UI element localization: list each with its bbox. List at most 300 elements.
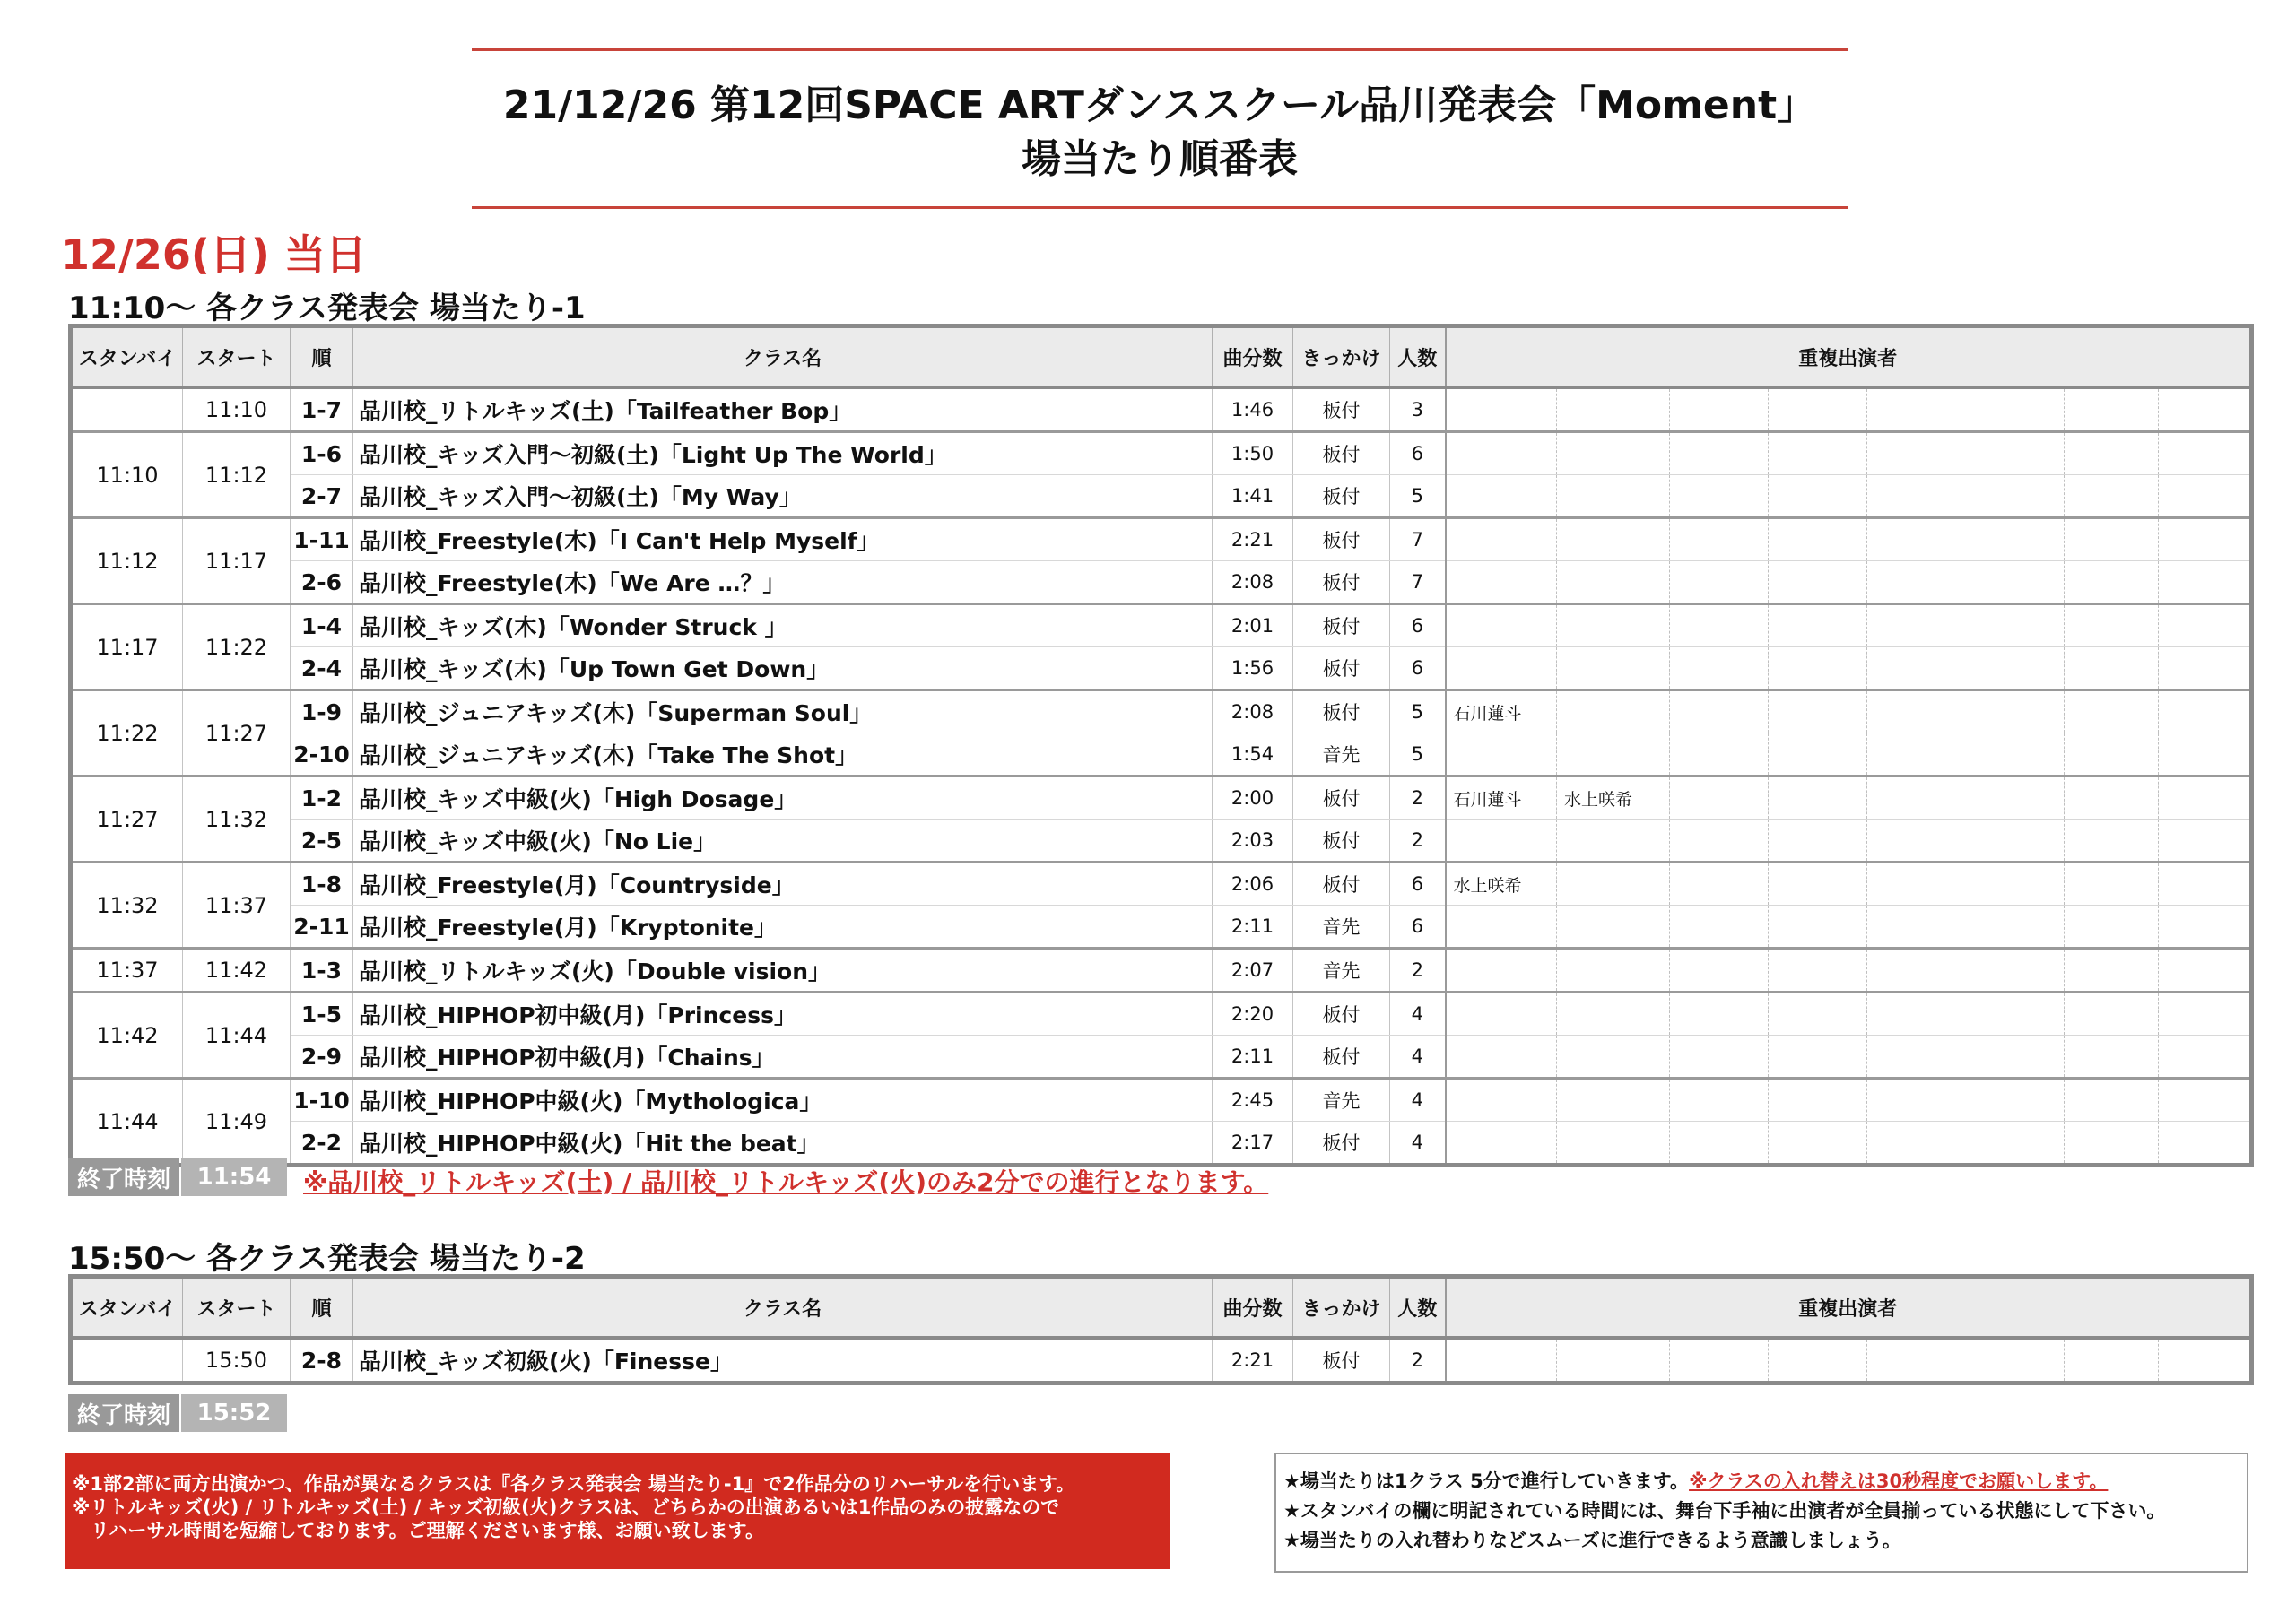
duplicate-performer bbox=[2065, 776, 2159, 820]
table-header-row bbox=[71, 326, 2252, 388]
table-row bbox=[71, 820, 2252, 863]
class-name: 品川校_ジュニアキッズ(木)「Superman Soul」 bbox=[353, 690, 1213, 733]
duplicate-performer bbox=[1670, 432, 1769, 475]
duplicate-performer bbox=[2065, 863, 2159, 906]
performer-count: 4 bbox=[1390, 993, 1446, 1036]
duplicate-performer bbox=[1970, 1122, 2065, 1166]
start-time: 11:22 bbox=[183, 604, 291, 690]
duplicate-performer bbox=[1446, 1036, 1557, 1079]
duplicate-performer bbox=[1867, 993, 1970, 1036]
duplicate-performer bbox=[2065, 1122, 2159, 1166]
duplicate-performer bbox=[1670, 604, 1769, 647]
duplicate-performer bbox=[1670, 475, 1769, 518]
duplicate-performer bbox=[1769, 1122, 1867, 1166]
duplicate-performer bbox=[1970, 387, 2065, 432]
duplicate-performer bbox=[1867, 518, 1970, 561]
order-number: 2-10 bbox=[291, 733, 353, 776]
duplicate-performer bbox=[2065, 518, 2159, 561]
end-time-label: 終了時刻 bbox=[68, 1394, 179, 1432]
performer-count: 5 bbox=[1390, 475, 1446, 518]
start-time: 11:12 bbox=[183, 432, 291, 518]
duplicate-performer bbox=[2065, 1338, 2159, 1383]
class-name: 品川校_キッズ入門〜初級(土)「Light Up The World」 bbox=[353, 432, 1213, 475]
cue: 板付 bbox=[1293, 647, 1390, 690]
start-time: 11:32 bbox=[183, 776, 291, 863]
duplicate-performer bbox=[1446, 733, 1557, 776]
col-standby: スタンバイ bbox=[71, 326, 183, 388]
duplicate-performer bbox=[1446, 387, 1557, 432]
duplicate-performer bbox=[1769, 432, 1867, 475]
duplicate-performer bbox=[1970, 690, 2065, 733]
duplicate-performer bbox=[2065, 690, 2159, 733]
duplicate-performer bbox=[1867, 820, 1970, 863]
duration: 2:45 bbox=[1213, 1079, 1293, 1122]
instruction-text: ★場当たりは1クラス 5分で進行していきます。 bbox=[1283, 1470, 1690, 1492]
duplicate-performer bbox=[2065, 993, 2159, 1036]
duplicate-performer bbox=[1769, 776, 1867, 820]
table-row bbox=[71, 647, 2252, 690]
duplicate-performer bbox=[1670, 690, 1769, 733]
duplicate-performer bbox=[1446, 906, 1557, 949]
instruction-line: ★スタンバイの欄に明記されている時間には、舞台下手袖に出演者が全員揃っている状態にして下さい。 bbox=[1283, 1500, 2166, 1522]
instruction-line bbox=[1283, 1467, 2247, 1496]
duplicate-performer bbox=[1670, 949, 1769, 993]
duplicate-performer bbox=[1557, 647, 1670, 690]
cue: 音先 bbox=[1293, 733, 1390, 776]
duplicate-performer bbox=[1769, 647, 1867, 690]
duplicate-performer bbox=[2159, 604, 2252, 647]
duration: 1:54 bbox=[1213, 733, 1293, 776]
duplicate-performer bbox=[2065, 1079, 2159, 1122]
duplicate-performer bbox=[1446, 1338, 1557, 1383]
duplicate-performer bbox=[1557, 1338, 1670, 1383]
order-number: 1-2 bbox=[291, 776, 353, 820]
duplicate-performer bbox=[1446, 820, 1557, 863]
cue: 板付 bbox=[1293, 820, 1390, 863]
class-name: 品川校_キッズ初級(火)「Finesse」 bbox=[353, 1338, 1213, 1383]
order-number: 1-3 bbox=[291, 949, 353, 993]
duplicate-performer bbox=[1867, 949, 1970, 993]
section1-title: 11:10〜 各クラス発表会 場当たり-1 bbox=[68, 291, 586, 326]
duplicate-performer bbox=[1446, 432, 1557, 475]
standby-time: 11:37 bbox=[71, 949, 183, 993]
end-time-label: 終了時刻 bbox=[68, 1158, 179, 1196]
duration: 2:06 bbox=[1213, 863, 1293, 906]
table-row bbox=[71, 993, 2252, 1036]
duration: 2:08 bbox=[1213, 690, 1293, 733]
duplicate-performer bbox=[1557, 820, 1670, 863]
duplicate-performer bbox=[1557, 1079, 1670, 1122]
table-row bbox=[71, 690, 2252, 733]
duplicate-performer bbox=[1970, 949, 2065, 993]
duration: 2:11 bbox=[1213, 906, 1293, 949]
col-count: 人数 bbox=[1390, 1277, 1446, 1339]
duplicate-performer bbox=[1769, 820, 1867, 863]
duplicate-performer bbox=[1769, 561, 1867, 604]
duration: 2:00 bbox=[1213, 776, 1293, 820]
duplicate-performer bbox=[2065, 604, 2159, 647]
performer-count: 6 bbox=[1390, 604, 1446, 647]
start-time: 11:17 bbox=[183, 518, 291, 604]
end-time-bar-2 bbox=[68, 1394, 287, 1432]
duplicate-performer bbox=[1867, 1338, 1970, 1383]
duplicate-performer bbox=[2065, 820, 2159, 863]
schedule-table-1 bbox=[68, 324, 2254, 1167]
col-duration: 曲分数 bbox=[1213, 1277, 1293, 1339]
standby-time: 11:10 bbox=[71, 432, 183, 518]
instruction-highlight: ※クラスの入れ替えは30秒程度でお願いします。 bbox=[1689, 1470, 2109, 1492]
class-name: 品川校_キッズ中級(火)「No Lie」 bbox=[353, 820, 1213, 863]
duplicate-performer: 石川蓮斗 bbox=[1446, 776, 1557, 820]
duplicate-performer bbox=[1557, 863, 1670, 906]
duplicate-performer bbox=[1867, 690, 1970, 733]
table-row bbox=[71, 733, 2252, 776]
duplicate-performer bbox=[1769, 604, 1867, 647]
duplicate-performer bbox=[1867, 906, 1970, 949]
duplicate-performer bbox=[1970, 863, 2065, 906]
order-number: 2-7 bbox=[291, 475, 353, 518]
duplicate-performer bbox=[2159, 1036, 2252, 1079]
table-row bbox=[71, 432, 2252, 475]
duplicate-performer bbox=[1970, 1079, 2065, 1122]
table-row bbox=[71, 518, 2252, 561]
duplicate-performer bbox=[1769, 1338, 1867, 1383]
performer-count: 6 bbox=[1390, 863, 1446, 906]
rehearsal-note-line: リハーサル時間を短縮しております。ご理解くださいます様、お願い致します。 bbox=[72, 1520, 764, 1541]
duplicate-performer bbox=[1769, 518, 1867, 561]
duplicate-performer bbox=[2065, 475, 2159, 518]
duplicate-performer bbox=[2159, 1079, 2252, 1122]
start-time: 11:42 bbox=[183, 949, 291, 993]
class-name: 品川校_HIPHOP中級(火)「Mythologica」 bbox=[353, 1079, 1213, 1122]
order-number: 2-9 bbox=[291, 1036, 353, 1079]
duplicate-performer bbox=[1970, 604, 2065, 647]
duplicate-performer bbox=[1557, 690, 1670, 733]
duplicate-performer bbox=[1769, 949, 1867, 993]
end-time-bar-1 bbox=[68, 1158, 287, 1196]
performer-count: 3 bbox=[1390, 387, 1446, 432]
table-row bbox=[71, 387, 2252, 432]
cue: 板付 bbox=[1293, 604, 1390, 647]
performer-count: 4 bbox=[1390, 1036, 1446, 1079]
duplicate-performer bbox=[1970, 906, 2065, 949]
standby-time: 11:44 bbox=[71, 1079, 183, 1166]
duplicate-performer bbox=[1557, 475, 1670, 518]
duplicate-performer bbox=[1867, 604, 1970, 647]
duplicate-performer bbox=[1446, 949, 1557, 993]
page-title: 21/12/26 第12回SPACE ARTダンススクール品川発表会「Moment」 bbox=[502, 82, 1817, 128]
table-row bbox=[71, 906, 2252, 949]
class-name: 品川校_リトルキッズ(土)「Tailfeather Bop」 bbox=[353, 387, 1213, 432]
col-start: スタート bbox=[183, 326, 291, 388]
standby-time: 11:22 bbox=[71, 690, 183, 776]
duplicate-performer bbox=[1867, 733, 1970, 776]
duplicate-performer bbox=[1446, 1122, 1557, 1166]
start-time: 15:50 bbox=[183, 1338, 291, 1383]
duplicate-performer bbox=[1970, 561, 2065, 604]
duplicate-performer bbox=[2159, 647, 2252, 690]
table-row bbox=[71, 1036, 2252, 1079]
cue: 板付 bbox=[1293, 863, 1390, 906]
table-row bbox=[71, 863, 2252, 906]
duration: 1:56 bbox=[1213, 647, 1293, 690]
duplicate-performer bbox=[2065, 906, 2159, 949]
duplicate-performer bbox=[1557, 387, 1670, 432]
class-name: 品川校_HIPHOP初中級(月)「Princess」 bbox=[353, 993, 1213, 1036]
standby-time: 11:32 bbox=[71, 863, 183, 949]
order-number: 2-11 bbox=[291, 906, 353, 949]
performer-count: 2 bbox=[1390, 949, 1446, 993]
duplicate-performer bbox=[2159, 993, 2252, 1036]
class-name: 品川校_Freestyle(木)「I Can't Help Myself」 bbox=[353, 518, 1213, 561]
cue: 板付 bbox=[1293, 518, 1390, 561]
duplicate-performer bbox=[2159, 475, 2252, 518]
order-number: 2-6 bbox=[291, 561, 353, 604]
start-time: 11:27 bbox=[183, 690, 291, 776]
standby-time: 11:42 bbox=[71, 993, 183, 1079]
performer-count: 6 bbox=[1390, 647, 1446, 690]
table-row bbox=[71, 1338, 2252, 1383]
end-time-value: 11:54 bbox=[181, 1158, 287, 1196]
cue: 板付 bbox=[1293, 561, 1390, 604]
duplicate-performer bbox=[2065, 949, 2159, 993]
duplicate-performer bbox=[1670, 1079, 1769, 1122]
duration: 2:17 bbox=[1213, 1122, 1293, 1166]
duplicate-performer bbox=[1867, 1122, 1970, 1166]
rehearsal-note-line: ※1部2部に両方出演かつ、作品が異なるクラスは『各クラス発表会 場当たり-1』で2作品分のリハーサルを行います。 bbox=[72, 1473, 1075, 1495]
rehearsal-note-line: ※リトルキッズ(火) / リトルキッズ(土) / キッズ初級(火)クラスは、どちらかの出演あるいは1作品のみの披露なので bbox=[72, 1496, 1060, 1518]
order-number: 2-4 bbox=[291, 647, 353, 690]
duplicate-performer bbox=[1970, 1036, 2065, 1079]
duplicate-performer bbox=[1970, 1338, 2065, 1383]
table-row bbox=[71, 1079, 2252, 1122]
order-number: 2-2 bbox=[291, 1122, 353, 1166]
duplicate-performer bbox=[1867, 1079, 1970, 1122]
duplicate-performer bbox=[1670, 863, 1769, 906]
duplicate-performer bbox=[1867, 387, 1970, 432]
duplicate-performer bbox=[1446, 518, 1557, 561]
class-name: 品川校_リトルキッズ(火)「Double vision」 bbox=[353, 949, 1213, 993]
cue: 板付 bbox=[1293, 475, 1390, 518]
col-duplicate: 重複出演者 bbox=[1446, 326, 2252, 388]
duplicate-performer bbox=[1867, 863, 1970, 906]
instructions-box bbox=[1274, 1453, 2248, 1573]
performer-count: 2 bbox=[1390, 820, 1446, 863]
duplicate-performer bbox=[2159, 820, 2252, 863]
start-time: 11:49 bbox=[183, 1079, 291, 1166]
performer-count: 4 bbox=[1390, 1122, 1446, 1166]
performer-count: 7 bbox=[1390, 518, 1446, 561]
order-number: 1-5 bbox=[291, 993, 353, 1036]
duplicate-performer bbox=[1769, 690, 1867, 733]
duplicate-performer bbox=[1769, 387, 1867, 432]
cue: 板付 bbox=[1293, 387, 1390, 432]
col-cue: きっかけ bbox=[1293, 326, 1390, 388]
duplicate-performer bbox=[1557, 733, 1670, 776]
class-name: 品川校_Freestyle(月)「Countryside」 bbox=[353, 863, 1213, 906]
order-number: 2-5 bbox=[291, 820, 353, 863]
order-number: 1-10 bbox=[291, 1079, 353, 1122]
duplicate-performer bbox=[1557, 518, 1670, 561]
end-time-value: 15:52 bbox=[181, 1394, 287, 1432]
cue: 板付 bbox=[1293, 1122, 1390, 1166]
duplicate-performer bbox=[2159, 1122, 2252, 1166]
standby-time: 11:27 bbox=[71, 776, 183, 863]
duplicate-performer bbox=[1446, 993, 1557, 1036]
class-name: 品川校_キッズ中級(火)「High Dosage」 bbox=[353, 776, 1213, 820]
table-row bbox=[71, 475, 2252, 518]
duration: 2:03 bbox=[1213, 820, 1293, 863]
duplicate-performer bbox=[1970, 776, 2065, 820]
duration: 2:21 bbox=[1213, 1338, 1293, 1383]
duplicate-performer bbox=[1769, 475, 1867, 518]
duplicate-performer bbox=[2159, 733, 2252, 776]
order-number: 1-4 bbox=[291, 604, 353, 647]
duration: 2:20 bbox=[1213, 993, 1293, 1036]
start-time: 11:37 bbox=[183, 863, 291, 949]
duplicate-performer bbox=[1557, 906, 1670, 949]
rehearsal-note-box bbox=[65, 1453, 1170, 1569]
cue: 板付 bbox=[1293, 1036, 1390, 1079]
duplicate-performer bbox=[1446, 604, 1557, 647]
duplicate-performer bbox=[1970, 820, 2065, 863]
col-count: 人数 bbox=[1390, 326, 1446, 388]
duplicate-performer bbox=[1970, 647, 2065, 690]
performer-count: 6 bbox=[1390, 432, 1446, 475]
duplicate-performer bbox=[1670, 518, 1769, 561]
duplicate-performer bbox=[1970, 518, 2065, 561]
performer-count: 4 bbox=[1390, 1079, 1446, 1122]
performer-count: 7 bbox=[1390, 561, 1446, 604]
cue: 板付 bbox=[1293, 690, 1390, 733]
class-name: 品川校_HIPHOP初中級(月)「Chains」 bbox=[353, 1036, 1213, 1079]
duration: 2:21 bbox=[1213, 518, 1293, 561]
order-number: 1-11 bbox=[291, 518, 353, 561]
standby-time bbox=[71, 387, 183, 432]
class-name: 品川校_キッズ(木)「Wonder Struck 」 bbox=[353, 604, 1213, 647]
order-number: 1-6 bbox=[291, 432, 353, 475]
standby-time: 11:12 bbox=[71, 518, 183, 604]
duplicate-performer bbox=[1446, 1079, 1557, 1122]
duplicate-performer bbox=[1867, 1036, 1970, 1079]
class-name: 品川校_ジュニアキッズ(木)「Take The Shot」 bbox=[353, 733, 1213, 776]
duplicate-performer bbox=[1557, 1036, 1670, 1079]
table-row bbox=[71, 604, 2252, 647]
table-row bbox=[71, 561, 2252, 604]
duration: 2:11 bbox=[1213, 1036, 1293, 1079]
duration: 1:41 bbox=[1213, 475, 1293, 518]
duplicate-performer bbox=[2159, 906, 2252, 949]
duration: 2:08 bbox=[1213, 561, 1293, 604]
duplicate-performer bbox=[1970, 993, 2065, 1036]
duplicate-performer bbox=[1769, 733, 1867, 776]
class-name: 品川校_Freestyle(月)「Kryptonite」 bbox=[353, 906, 1213, 949]
duplicate-performer bbox=[1670, 1036, 1769, 1079]
header-rule-bottom bbox=[472, 206, 1848, 209]
performer-count: 6 bbox=[1390, 906, 1446, 949]
duplicate-performer bbox=[1670, 1338, 1769, 1383]
cue: 音先 bbox=[1293, 949, 1390, 993]
duration: 1:50 bbox=[1213, 432, 1293, 475]
duplicate-performer bbox=[2159, 690, 2252, 733]
duplicate-performer bbox=[1670, 906, 1769, 949]
duplicate-performer bbox=[2065, 387, 2159, 432]
duplicate-performer bbox=[1769, 1079, 1867, 1122]
duplicate-performer bbox=[1557, 432, 1670, 475]
duplicate-performer bbox=[2159, 387, 2252, 432]
cue: 板付 bbox=[1293, 1338, 1390, 1383]
col-order: 順 bbox=[291, 326, 353, 388]
order-number: 1-8 bbox=[291, 863, 353, 906]
cue: 音先 bbox=[1293, 906, 1390, 949]
col-cue: きっかけ bbox=[1293, 1277, 1390, 1339]
duplicate-performer bbox=[2159, 561, 2252, 604]
duplicate-performer bbox=[1557, 1122, 1670, 1166]
duplicate-performer bbox=[1867, 647, 1970, 690]
duplicate-performer bbox=[1970, 475, 2065, 518]
order-number: 2-8 bbox=[291, 1338, 353, 1383]
duplicate-performer bbox=[2159, 1338, 2252, 1383]
duplicate-performer bbox=[1670, 561, 1769, 604]
end-note: ※品川校_リトルキッズ(土) / 品川校_リトルキッズ(火)のみ2分での進行となります。 bbox=[303, 1167, 1269, 1197]
duplicate-performer bbox=[2159, 949, 2252, 993]
duplicate-performer bbox=[1670, 1122, 1769, 1166]
cue: 板付 bbox=[1293, 432, 1390, 475]
section2-title: 15:50〜 各クラス発表会 場当たり-2 bbox=[68, 1241, 586, 1277]
cue: 音先 bbox=[1293, 1079, 1390, 1122]
start-time: 11:10 bbox=[183, 387, 291, 432]
duplicate-performer bbox=[1670, 820, 1769, 863]
duplicate-performer bbox=[1446, 475, 1557, 518]
col-start: スタート bbox=[183, 1277, 291, 1339]
performer-count: 2 bbox=[1390, 776, 1446, 820]
start-time: 11:44 bbox=[183, 993, 291, 1079]
duplicate-performer bbox=[1769, 993, 1867, 1036]
table-row bbox=[71, 776, 2252, 820]
duplicate-performer bbox=[1446, 561, 1557, 604]
class-name: 品川校_キッズ入門〜初級(土)「My Way」 bbox=[353, 475, 1213, 518]
col-standby: スタンバイ bbox=[71, 1277, 183, 1339]
duplicate-performer bbox=[2065, 432, 2159, 475]
duplicate-performer bbox=[2159, 432, 2252, 475]
duplicate-performer bbox=[1557, 993, 1670, 1036]
duplicate-performer bbox=[1769, 1036, 1867, 1079]
duplicate-performer bbox=[1557, 604, 1670, 647]
duplicate-performer bbox=[2065, 1036, 2159, 1079]
class-name: 品川校_Freestyle(木)「We Are …？」 bbox=[353, 561, 1213, 604]
schedule-table-2 bbox=[68, 1274, 2254, 1385]
page-subtitle: 場当たり順番表 bbox=[1022, 136, 1298, 182]
duplicate-performer bbox=[1557, 561, 1670, 604]
duplicate-performer bbox=[1867, 561, 1970, 604]
duration: 2:01 bbox=[1213, 604, 1293, 647]
duplicate-performer bbox=[1446, 647, 1557, 690]
duplicate-performer bbox=[1867, 432, 1970, 475]
cue: 板付 bbox=[1293, 776, 1390, 820]
duplicate-performer bbox=[1670, 776, 1769, 820]
standby-time: 11:17 bbox=[71, 604, 183, 690]
duplicate-performer: 水上咲希 bbox=[1446, 863, 1557, 906]
performer-count: 5 bbox=[1390, 733, 1446, 776]
order-number: 1-9 bbox=[291, 690, 353, 733]
table-row bbox=[71, 949, 2252, 993]
col-class-name: クラス名 bbox=[353, 1277, 1213, 1339]
table-header-row bbox=[71, 1277, 2252, 1339]
duration: 1:46 bbox=[1213, 387, 1293, 432]
class-name: 品川校_HIPHOP中級(火)「Hit the beat」 bbox=[353, 1122, 1213, 1166]
performer-count: 2 bbox=[1390, 1338, 1446, 1383]
duplicate-performer bbox=[2159, 863, 2252, 906]
